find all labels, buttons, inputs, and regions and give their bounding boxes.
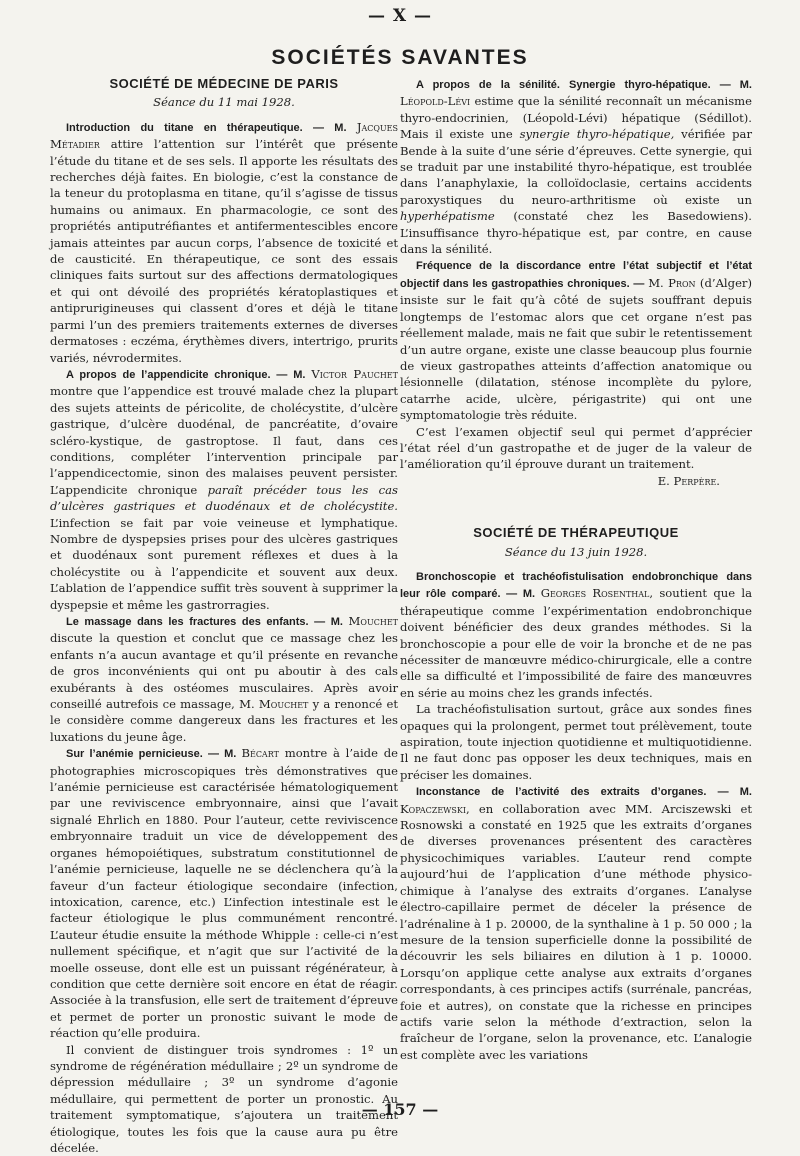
- article-discordance-continued: C’est l’examen objectif seul qui permet d’apprécier l’état réel d’un gastropathe et de juger de la valeur de l’amélioration qu’il éprouve durant un traitement.: [400, 424, 752, 472]
- article-bronchoscopie: [400, 568, 752, 701]
- author-name: Mouchet: [348, 614, 398, 628]
- masthead-title: SOCIÉTÉS SAVANTES: [271, 46, 529, 69]
- article-body: montre que l’appendice est trouvé malade chez la plupart des sujets atteints de péricolite, de cholécystite, d’ulcère gastrique, d’ulcère duodénal, de pancréatite, d’ovaire scléro-kystique, de gastroptose. Il faut, dans ces conditions, compléter l’intervention principale par l’appendicectomie, sinon des malaises peuvent persister. L’appendicite chronique: [50, 384, 398, 497]
- article-titane: [50, 119, 398, 366]
- article-heading: Fréquence de la discordance entre l’état subjectif et l’état objectif dans les gastropathies chroniques. —: [400, 260, 752, 290]
- article-body: estime que la sénilité reconnaît un mécanisme thyro-endocrinien, (Léopold-Lévi) hépatique (Sédillot). Mais il existe une: [400, 94, 752, 142]
- article-inconstance: [400, 783, 752, 1063]
- society-title: SOCIÉTÉ DE THÉRAPEUTIQUE: [473, 525, 679, 541]
- section-numeral: — X —: [367, 6, 433, 26]
- author-name: M. Pron: [648, 275, 696, 290]
- article-heading: Le massage dans les fractures des enfants. — M.: [66, 616, 349, 628]
- article-body: discute la question et conclut que ce massage chez les enfants n’a aucun avantage et qu’il présente en revanche de gros inconvénients qui ont pu aboutir à des cals exubérants à des ostéomes musculaires. Après avoir conseillé autrefois ce massage, M.: [50, 631, 398, 712]
- article-discordance: [400, 257, 752, 423]
- article-body: y a renoncé et le considère comme dangereux dans les fractures et les luxations du jeune âge.: [50, 697, 398, 744]
- article-heading: Inconstance de l’activité des extraits d’organes. — M.: [416, 786, 752, 799]
- article-anemie: [50, 745, 398, 1041]
- article-body: , en collaboration avec MM. Arciszewski et Rosnowski a constaté en 1925 que les extraits d’organes de diverses provenances présentent des caractères physicochimiques variables. L’auteur rend compte aujourd’hui de l’application d’une méthode physico-chimique à l’analyse des extraits d’organes. L’analyse électro-capillaire permet de déceler la présence de l’adrénaline à 1 p. 20000, de la synthaline à 1 p. 50 000 ; la mesure de la tension superficielle donne la possibilité de découvrir les sels biliaires en dilution à 1 p. 10000. Lorsqu’on applique cette analyse aux extraits d’organes correspondants, à ces principes actifs (surrénale, pancréas, foie et autres), on constate que la richesse en principes actifs varie selon la méthode d’extraction, selon la fraîcheur de l’organe, selon la provenance, etc. L’analogie est complète avec les variations: [400, 801, 753, 1062]
- article-heading: Sur l’anémie pernicieuse. — M.: [66, 748, 242, 761]
- article-body: montre à l’aide de photographies microscopiques très démonstratives que l’anémie pernicieuse est caractérisée hématologiquement par une reviviscence embryonnaire, ainsi que l’avait signalé Ehrlich en 1880. Pour l’auteur, cette reviviscence embryonnaire traduit un vice de développement des organes hémopoiétiques, substratum constitutionnel de l’anémie pernicieuse, laquelle ne se déclenchera qu’à la faveur d’un facteur étiologique secondaire (infection, intoxication, carence, etc.) L’infection intestinale est le facteur étiologique le plus communément rencontré. L’auteur étudie ensuite la méthode Whipple : celle-ci n’est nullement spécifique, et n’agit que sur l’activité de la moelle osseuse, dont elle est un puissant régénérateur, à condition que cette dernière soit encore en état de réagir. Associée à la transfusion, elle sert de traitement d’épreuve et permet de porter un pronostic suivant le mode de réaction qu’elle produira.: [50, 746, 398, 1041]
- left-column: [50, 76, 398, 1156]
- author-name: Kopaczewski: [400, 801, 467, 816]
- author-name: Victor Pauchet: [311, 366, 398, 381]
- author-name: Bécart: [241, 746, 279, 761]
- article-heading: A propos de l’appendicite chronique. — M.: [66, 368, 312, 381]
- article-body: , soutient que la thérapeutique comme l’expérimentation endobronchique doivent bénéficier des deux grandes méthodes. Si la bronchoscopie a pour elle de voir la bronche et de ne pas nécessiter de manœuvre médico-chirurgicale, elle a contre elle sa difficulté et l’impossibilité de faire des manœuvres en série au moins chez les grands infectés.: [400, 586, 752, 700]
- session-date: Séance du 11 mai 1928.: [153, 95, 295, 110]
- article-emphasis: paraît précéder tous les cas d’ulcères gastriques et duodénaux et de cholécystite.: [50, 482, 398, 514]
- article-emphasis: hyperhépatisme: [400, 209, 495, 224]
- article-emphasis: synergie thyro-hépatique,: [519, 127, 675, 142]
- article-massage: [50, 613, 398, 745]
- article-anemie-continued: Il convient de distinguer trois syndromes : 1º un syndrome de régénération médullaire ; 2º un syndrome de dépression médullaire ; 3º un syndrome d’agonie médullaire, qui permettent de porter un pronostic. Au traitement symptomatique, s’ajoutera un traitement étiologique, toutes les fois que la cause aura pu être décelée.: [50, 1042, 398, 1155]
- article-appendicite: [50, 366, 398, 613]
- right-column: [400, 76, 752, 1063]
- author-name: Jacques Métadier: [50, 119, 398, 152]
- session-date: Séance du 13 juin 1928.: [504, 544, 648, 559]
- page-number: — 157 —: [361, 1100, 439, 1119]
- article-body: vérifiée par Bende à la suite d’une série d’épreuves. Cette synergie, qui se traduit par une instabilité thyro-hépatique, est troublée dans l’anaphylaxie, la colloïdoclasie, certains accidents paroxystiques du neuro-arthritisme où existe un: [400, 127, 752, 207]
- article-bronchoscopie-continued: La trachéofistulisation surtout, grâce aux sondes fines opaques qui la prolongent, permet tout prélèvement, toute aspiration, toute injection quotidienne et multiquotidienne. Il ne faut donc pas opposer les deux techniques, mais en préciser les domaines.: [400, 702, 752, 782]
- article-body: (d’Alger) insiste sur le fait qu’à côté de sujets souffrant depuis longtemps de l’estomac alors que cet organe n’est pas réellement malade, mais ne fait que subir le retentissement d’un autre organe, existe une classe beaucoup plus fournie de vieux gastropathes atteints d’affection anatomique ou lésionnelle (dilatation, sténose incomplète du pylore, catarrhe acide, ulcère, périgastrite) qui ont une symptomatologie très réduite.: [400, 275, 752, 423]
- article-body: L’infection se fait par voie veineuse et lymphatique. Nombre de dyspepsies prises pour des ulcères gastriques et duodénaux sont purement réflexes et dues à la cholécystite ou à l’appendicite et souvent aux deux. L’ablation de l’appendice suffit très souvent à supprimer la dyspepsie et même les gastrorragies.: [50, 515, 398, 612]
- article-heading: Introduction du titane en thérapeutique. — M.: [66, 121, 357, 134]
- author-name: Léopold-Lévi: [400, 94, 471, 109]
- society-title: SOCIÉTÉ DE MÉDECINE DE PARIS: [109, 76, 339, 91]
- author-name: Georges Rosenthal: [540, 586, 650, 601]
- article-body: attire l’attention sur l’intérêt que présente l’étude du titane et de ses sels. Il apporte les résultats des recherches déjà faites. En biologie, c’est la constance de la teneur du protoplasma en titane, qu’il s’agisse de tissus humains ou animaux. En pharmacologie, ce sont des propriétés antiputréfiantes et antifermentescibles encore jamais atteintes par aucun corps, l’absence de toxicité et de causticité. En thérapeutique, ce sont des essais cliniques faits surtout sur des affections dermatologiques et qui ont dévoilé des propriétés kératoplastiques et antiprurigineuses qui classent d’ores et déjà le titane parmi l’un des premiers traitements externes de diverses dermatoses : eczéma, érythèmes divers, intertrigo, prurits variés, névrodermites.: [50, 137, 398, 365]
- article-heading: Bronchoscopie et trachéofistulisation endobronchique dans leur rôle comparé. — M.: [400, 570, 752, 601]
- article-body: (constaté chez les Basedowiens). L’insuffisance thyro-hépatique est, par contre, en cause dans la sénilité.: [400, 209, 752, 257]
- author-name: Mouchet: [258, 697, 309, 712]
- article-senilite: [400, 76, 752, 257]
- signature: E. Perpère.: [657, 473, 720, 488]
- article-heading: A propos de la sénilité. Synergie thyro-hépatique. — M.: [416, 79, 752, 91]
